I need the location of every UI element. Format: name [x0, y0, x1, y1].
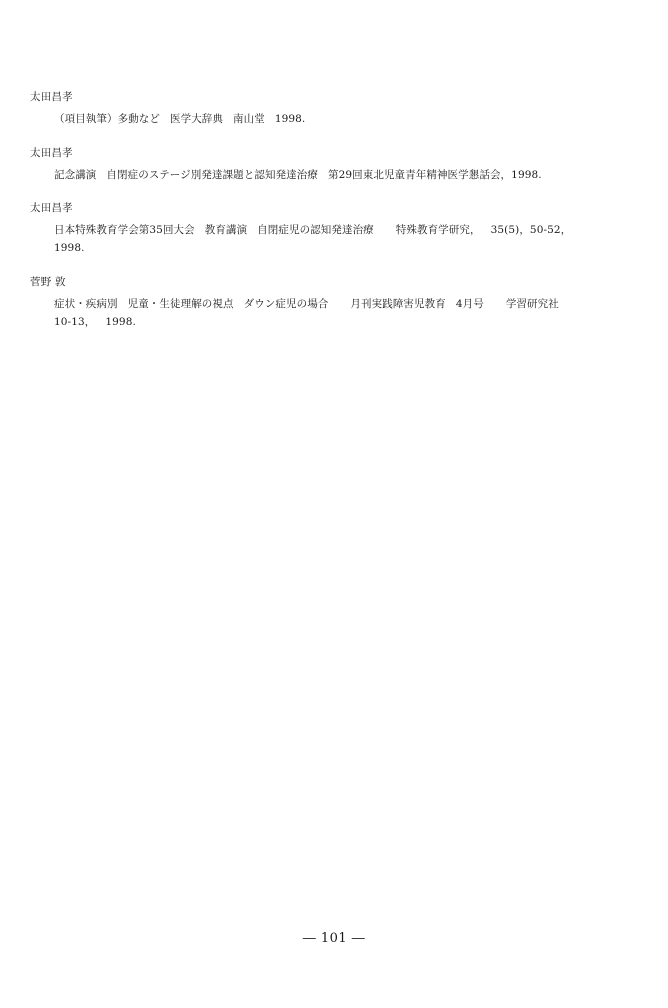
reference-line [30, 221, 640, 239]
reference-segment: 35(5)，50-52， [490, 224, 572, 236]
reference-segment: 1998. [274, 113, 306, 125]
reference-segment: 月刊実践障害児教育 [350, 298, 446, 310]
reference-entry [30, 275, 640, 331]
reference-segment: 第29回東北児童青年精神医学懇話会，1998. [328, 169, 542, 181]
reference-segment: 1998. [105, 316, 136, 328]
reference-segment: 記念講演 [54, 169, 97, 181]
reference-segment: 日本特殊教育学会第35回大会 [54, 224, 195, 236]
reference-segment: 4月号 [455, 298, 484, 310]
reference-segment: 特殊教育学研究， [395, 224, 481, 236]
reference-segment: 自閉症児の認知発達治療 [257, 224, 374, 236]
page-number: ― 101 ― [302, 931, 366, 946]
author-name: 太田昌孝 [30, 91, 73, 103]
reference-segment: 10-13， [54, 316, 96, 328]
reference-line [30, 239, 640, 257]
reference-entry [30, 201, 640, 257]
reference-segment: ダウン症児の場合 [243, 298, 329, 310]
reference-entry [30, 146, 640, 184]
reference-line [30, 166, 640, 184]
reference-segment: 児童・生徒理解の視点 [127, 298, 234, 310]
reference-line [30, 295, 640, 313]
reference-segment: 学習研究社 [505, 298, 559, 310]
author-name: 太田昌孝 [30, 147, 73, 159]
author-name: 太田昌孝 [30, 202, 73, 214]
reference-segment: 教育講演 [204, 224, 248, 236]
reference-segment: 南山堂 [233, 113, 265, 125]
reference-segment: 1998. [54, 242, 85, 254]
reference-entry [30, 90, 640, 128]
reference-segment: 症状・疾病別 [54, 298, 118, 310]
reference-segment: （項目執筆）多動など [54, 113, 160, 125]
reference-segment: 自閉症のステージ別発達課題と認知発達治療 [106, 169, 318, 181]
reference-line [30, 313, 640, 331]
reference-segment: 医学大辞典 [170, 113, 223, 125]
reference-line [30, 110, 640, 128]
author-name: 菅野 敦 [30, 276, 66, 288]
